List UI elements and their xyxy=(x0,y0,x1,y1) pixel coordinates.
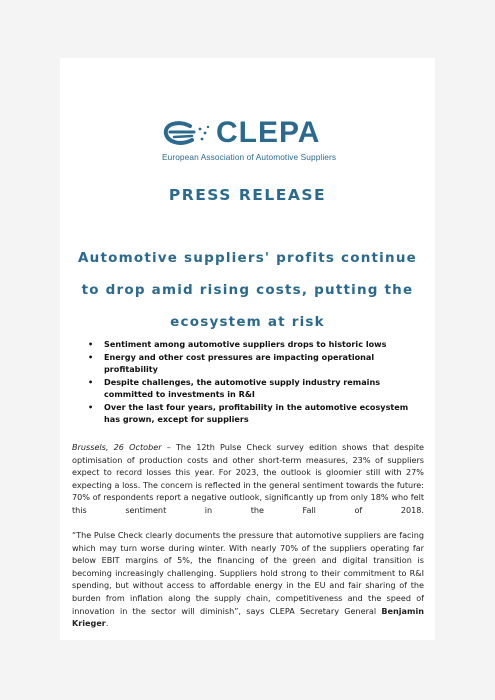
key-point: • Sentiment among automotive suppliers drops to historic lows xyxy=(88,338,422,351)
clepa-emblem-icon xyxy=(162,120,214,150)
speaker-name: Benjamin Krieger xyxy=(72,605,424,629)
logo-wordmark: CLEPA xyxy=(216,116,321,149)
document-page xyxy=(60,58,435,640)
clepa-logo xyxy=(162,118,342,164)
key-points-list xyxy=(88,338,422,426)
key-point: • Despite challenges, the automotive supply industry remains committed to investments in R&I xyxy=(88,376,422,401)
paragraph-2-end: . xyxy=(105,618,109,629)
key-point: • Over the last four years, profitability in the automotive ecosystem has grown, except for suppliers xyxy=(88,401,422,426)
body-paragraph-1 xyxy=(72,441,424,517)
faint-stamp xyxy=(195,70,303,78)
paragraph-2-text: “The Pulse Check clearly documents the pressure that automotive suppliers are facing which may turn worse during winter. With nearly 70% of the suppliers operating far below EBIT margins of 5%, the financing of the green and digital transition is becoming increasingly challenging. Suppliers hold strong to their commitment to R&I spending, but without access to affordable energy in the EU and fair sharing of the burden from inflation along the supply chain, competitiveness and the speed of innovation in the sector will diminish”, says CLEPA Secretary General xyxy=(72,530,424,616)
headline: Automotive suppliers' profits continue to drop amid rising costs, putting the ecosystem at risk xyxy=(77,250,417,330)
key-point: • Energy and other cost pressures are impacting operational profitability xyxy=(88,351,422,376)
logo-tagline: European Association of Automotive Suppliers xyxy=(162,152,337,162)
press-release-label: PRESS RELEASE xyxy=(168,186,327,204)
dateline: Brussels, 26 October xyxy=(72,442,162,452)
body-paragraph-2 xyxy=(72,529,424,630)
paragraph-1-text: – The 12th Pulse Check survey edition shows that despite optimisation of production costs and other short-term measures, 23% of suppliers expect to record losses this year. For 2023, the outlook is gloomier still with 27% expecting a loss. The concern is reflected in the general sentiment towards the future: 70% of respondents report a negative outlook, significantly up from only 18% who felt this sentiment in the Fall of 2018. xyxy=(72,442,424,515)
